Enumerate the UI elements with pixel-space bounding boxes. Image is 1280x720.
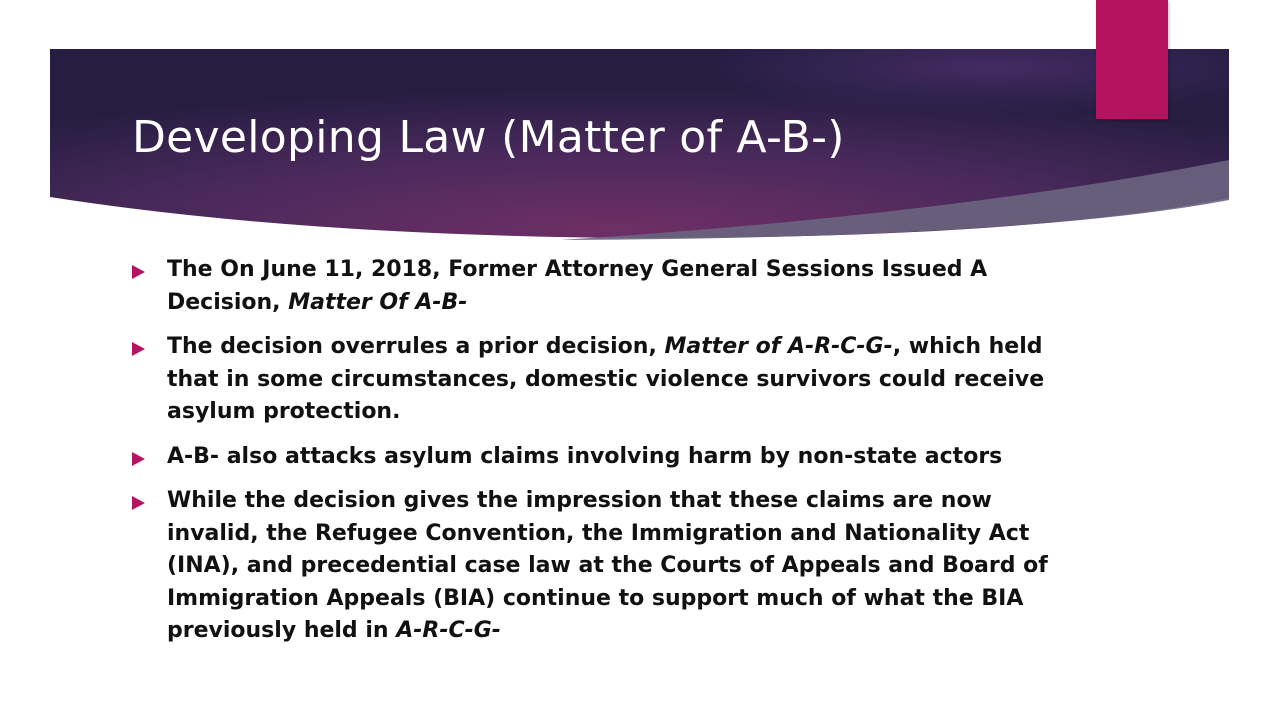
bullet-text: The decision overrules a prior decision, xyxy=(167,334,665,359)
case-name: A-R-C-G- xyxy=(396,618,501,643)
bullet-item xyxy=(132,441,1052,474)
bullet-list xyxy=(132,254,1052,660)
bullet-item xyxy=(132,331,1052,429)
bullet-text: While the decision gives the impression that these claims are now invalid, the Refugee Convention, the Immigration and Nationality Act (INA), and precedential case law at the Courts of Appeals and Board of Immigration Appeals (BIA) continue to support much of what the BIA previously held in xyxy=(167,488,1048,643)
accent-tab xyxy=(1096,0,1168,119)
triangle-bullet-icon xyxy=(132,265,145,279)
bullet-text: , which held that in some circumstances, domestic violence survivors could receive asylum protection. xyxy=(167,334,1045,424)
triangle-bullet-icon xyxy=(132,342,145,356)
bullet-item xyxy=(132,254,1052,319)
slide-title: Developing Law (Matter of A-B-) xyxy=(132,112,845,163)
bullet-text: A-B- also attacks asylum claims involving harm by non-state actors xyxy=(167,443,1003,469)
bullet-text: The On June 11, 2018, Former Attorney General Sessions Issued A Decision, xyxy=(167,257,988,315)
triangle-bullet-icon xyxy=(132,452,145,466)
case-name: Matter of A-R-C-G- xyxy=(664,334,893,359)
triangle-bullet-icon xyxy=(132,496,145,510)
bullet-item xyxy=(132,485,1052,648)
case-name: Matter Of A-B- xyxy=(288,289,468,315)
